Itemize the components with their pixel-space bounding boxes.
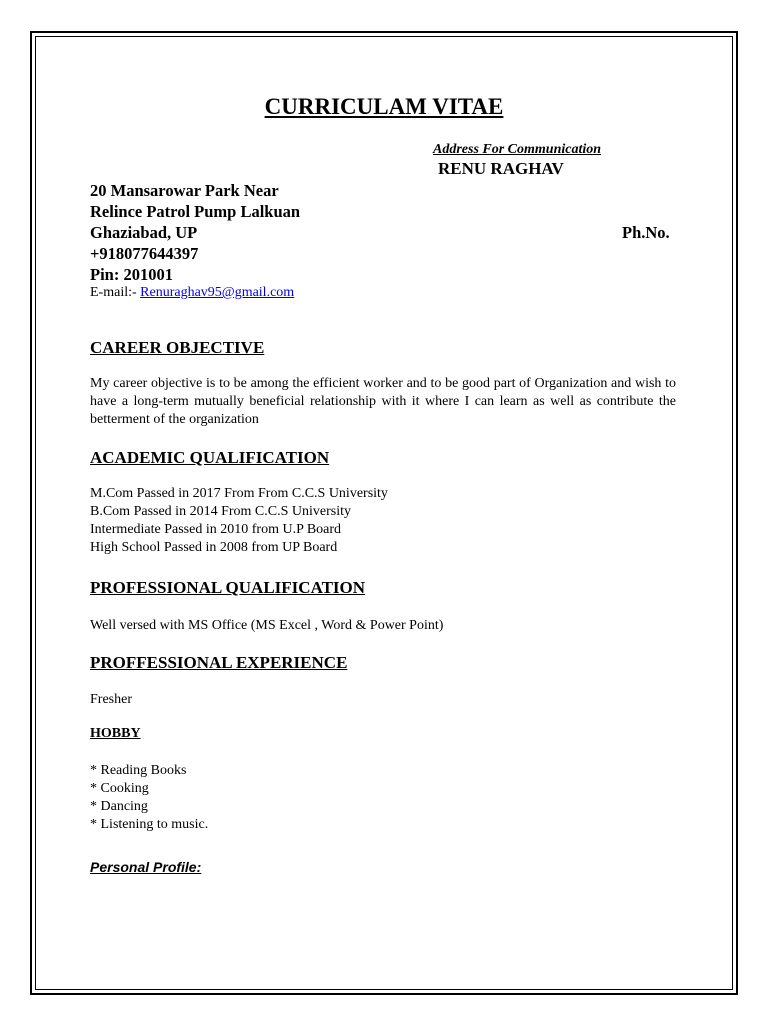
address-line-3: Ghaziabad, UP: [90, 223, 198, 242]
email-line: [90, 285, 294, 301]
email-label: E-mail:-: [90, 285, 137, 300]
academic-item: High School Passed in 2008 from UP Board: [90, 540, 338, 555]
hobby-item: * Listening to music.: [90, 817, 209, 832]
personal-profile-heading: Personal Profile:: [90, 859, 202, 875]
career-objective-text: My career objective is to be among the efficient worker and to be good part of Organization and wish to have a long-term mutually beneficial relationship with it where I can learn as well as contribute the betterment of the organization: [90, 376, 676, 427]
address-line-2: Relince Patrol Pump Lalkuan: [90, 202, 301, 221]
hobby-list: [90, 762, 208, 834]
candidate-name: RENU RAGHAV: [438, 159, 564, 178]
email-link[interactable]: Renuraghav95@gmail.com: [140, 285, 295, 300]
address-for-communication-label: Address For Communication: [433, 142, 602, 157]
hobby-item: * Reading Books: [90, 763, 187, 778]
academic-list: [90, 485, 388, 557]
career-objective-heading: CAREER OBJECTIVE: [90, 338, 265, 357]
academic-item: Intermediate Passed in 2010 from U.P Board: [90, 522, 342, 537]
academic-item: B.Com Passed in 2014 From C.C.S University: [90, 504, 351, 519]
document-title: CURRICULAM VITAE: [264, 94, 504, 119]
hobby-item: * Cooking: [90, 781, 149, 796]
pin-code: Pin: 201001: [90, 265, 173, 284]
phone-label: Ph.No.: [622, 223, 670, 242]
professional-experience-text: Fresher: [90, 692, 132, 707]
academic-item: M.Com Passed in 2017 From From C.C.S University: [90, 486, 388, 501]
phone-number: +918077644397: [90, 244, 199, 263]
professional-qualification-text: Well versed with MS Office (MS Excel , Word & Power Point): [90, 618, 444, 633]
professional-experience-heading: PROFFESSIONAL EXPERIENCE: [90, 653, 348, 672]
hobby-heading: HOBBY: [90, 726, 141, 741]
academic-qualification-heading: ACADEMIC QUALIFICATION: [90, 448, 330, 467]
professional-qualification-heading: PROFESSIONAL QUALIFICATION: [90, 578, 366, 597]
address-line-1: 20 Mansarowar Park Near: [90, 181, 279, 200]
hobby-item: * Dancing: [90, 799, 148, 814]
